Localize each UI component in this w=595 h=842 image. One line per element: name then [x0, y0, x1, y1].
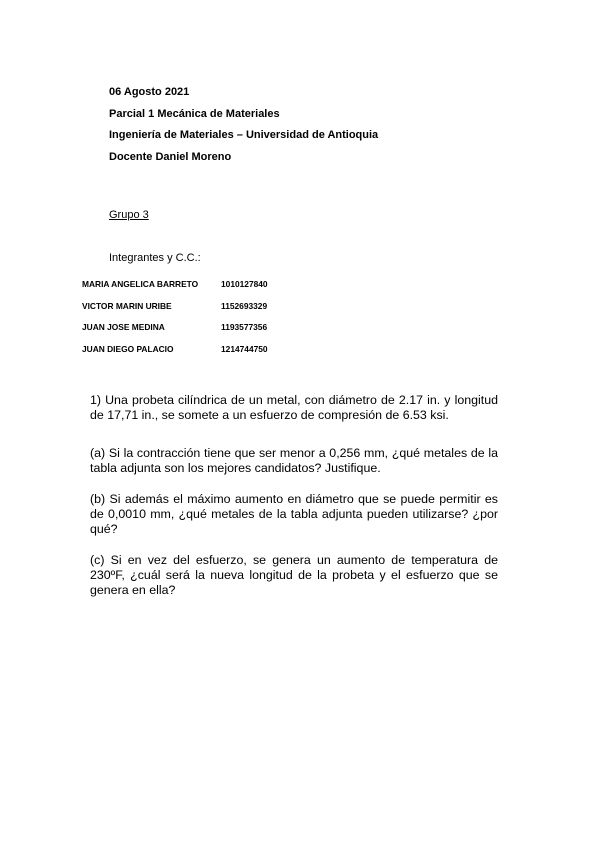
exam-date: 06 Agosto 2021	[109, 86, 190, 98]
problem-part-b: (b) Si además el máximo aumento en diámetro que se puede permitir es de 0,0010 mm, ¿qué metales de la tabla adjunta pueden utilizarse? ¿por qué?	[90, 492, 498, 537]
member-id: 1193577356	[221, 322, 268, 333]
members-list	[82, 279, 268, 366]
member-row	[82, 301, 268, 323]
problem-statement: 1) Una probeta cilíndrica de un metal, con diámetro de 2.17 in. y longitud de 17,71 in., se somete a un esfuerzo de compresión de 6.53 ksi.	[90, 393, 498, 423]
member-name: JUAN JOSE MEDINA	[82, 322, 165, 333]
document-header	[109, 82, 378, 168]
teacher-name: Docente Daniel Moreno	[109, 150, 232, 163]
program-name: Ingeniería de Materiales – Universidad de Antioquia	[109, 129, 379, 141]
problem-part-c: (c) Si en vez del esfuerzo, se genera un aumento de temperatura de 230ºF, ¿cuál será la nueva longitud de la probeta y el esfuerzo que se genera en ella?	[90, 553, 498, 598]
member-id: 1010127840	[221, 279, 268, 289]
exam-title: Parcial 1 Mecánica de Materiales	[109, 107, 280, 120]
member-row	[82, 322, 268, 344]
member-name: JUAN DIEGO PALACIO	[82, 344, 174, 355]
member-row	[82, 279, 268, 301]
problem-part-a: (a) Si la contracción tiene que ser menor a 0,256 mm, ¿qué metales de la tabla adjunta son los mejores candidatos? Justifique.	[90, 446, 498, 476]
group-label: Grupo 3	[109, 209, 149, 221]
member-id: 1152693329	[221, 300, 268, 311]
member-row	[82, 344, 268, 366]
member-name: VICTOR MARIN URIBE	[82, 300, 172, 311]
member-name: MARIA ANGELICA BARRETO	[82, 279, 199, 289]
member-id: 1214744750	[221, 344, 268, 355]
members-label: Integrantes y C.C.:	[109, 252, 201, 264]
